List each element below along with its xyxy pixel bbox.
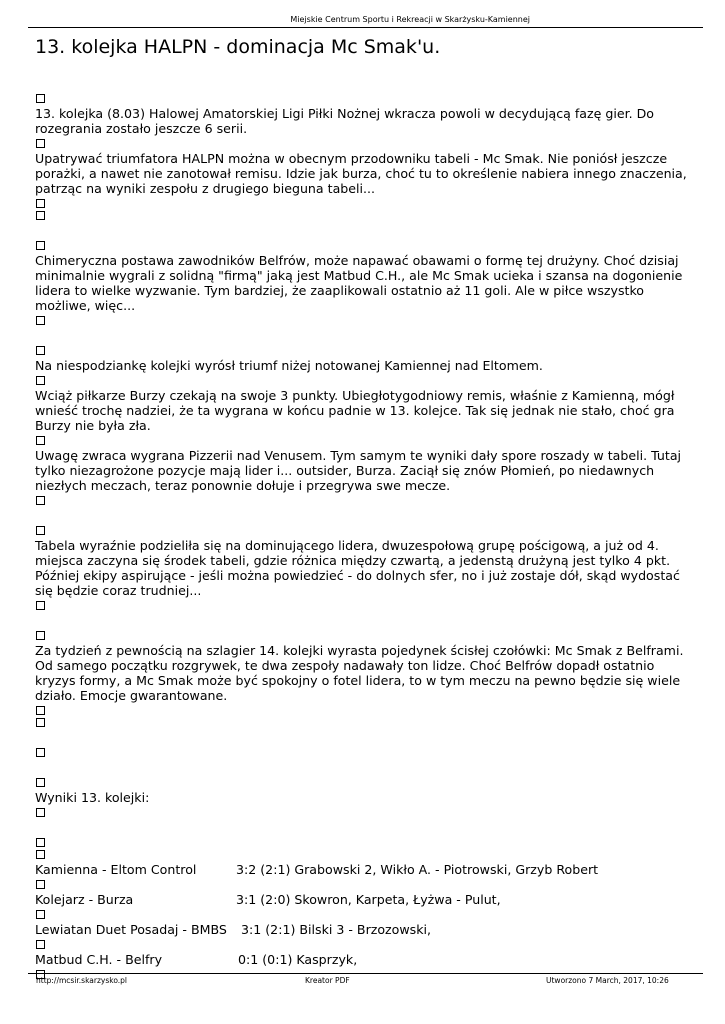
- paragraph-3: Chimeryczna postawa zawodników Belfrów, może napawać obawami o formę tej drużyny. Choć dzisiaj minimalnie wygrali z solidną "firmą" jaką jest Matbud C.H., ale Mc Smak ucieka i szansa na dogonienie lidera to wielke wyzwanie. Tym bardziej, że zaaplikowali ostatnio aż 11 goli. Ale w piłce wszystko możliwe, więc...: [35, 253, 683, 313]
- result-score: 3:2 (2:1) Grabowski 2, Wikło A. - Piotrowski, Grzyb Robert: [236, 862, 599, 877]
- footer-generator: Kreator PDF: [305, 976, 350, 985]
- spacer: [35, 760, 695, 775]
- missing-glyph-icon: [36, 199, 45, 208]
- missing-glyph-icon: [36, 211, 45, 220]
- missing-glyph-icon: [36, 94, 45, 103]
- footer-created: Utworzono 7 March, 2017, 10:26: [546, 976, 669, 985]
- spacer: [35, 328, 695, 343]
- spacer: [35, 730, 695, 745]
- spacer: [35, 820, 695, 835]
- article-body: [35, 91, 695, 982]
- result-row: [35, 922, 695, 937]
- result-teams: Kolejarz - Burza: [35, 892, 134, 907]
- missing-glyph-icon: [36, 346, 45, 355]
- paragraph-6: Uwagę zwraca wygrana Pizzerii nad Venusem. Tym samym te wyniki dały spore roszady w tabeli. Tutaj tylko niezagrożone pozycje mają lider i... outsider, Burza. Zaciął się znów Płomień, po niedawnych niezłych meczach, teraz ponownie dołuje i przegrywa swe mecze.: [35, 448, 682, 493]
- result-teams: Kamienna - Eltom Control: [35, 862, 197, 877]
- missing-glyph-icon: [36, 838, 45, 847]
- spacer: [35, 508, 695, 523]
- paragraph-4: Na niespodziankę kolejki wyrósł triumf niżej notowanej Kamiennej nad Eltomem.: [35, 358, 543, 373]
- missing-glyph-icon: [36, 631, 45, 640]
- missing-glyph-icon: [36, 526, 45, 535]
- paragraph-2: Upatrywać triumfatora HALPN można w obecnym przodowniku tabeli - Mc Smak. Nie poniósł jeszcze porażki, a nawet nie zanotował remisu. Idzie jak burza, choć tu to określenie nabiera innego znaczenia, patrząc na wyniki zespołu z drugiego bieguna tabeli...: [35, 151, 687, 196]
- result-score: 3:1 (2:0) Skowron, Karpeta, Łyżwa - Pulut,: [236, 892, 501, 907]
- missing-glyph-icon: [36, 139, 45, 148]
- missing-glyph-icon: [36, 241, 45, 250]
- missing-glyph-icon: [36, 496, 45, 505]
- missing-glyph-icon: [36, 778, 45, 787]
- result-teams: Lewiatan Duet Posadaj - BMBS: [35, 922, 227, 937]
- header-rule: [28, 27, 703, 28]
- footer-url[interactable]: http://mcsir.skarzysko.pl: [36, 976, 128, 985]
- paragraph-8: Za tydzień z pewnością na szlagier 14. kolejki wyrasta pojedynek ścisłej czołówki: Mc Smak z Belframi. Od samego początku rozgrywek, te dwa zespoły nadawały ton lidze. Choć Belfrów dopadł ostatnio kryzys formy, a Mc Smak może być spokojny o fotel lidera, to w tym meczu na pewno będzie się wiele działo. Emocje gwarantowane.: [35, 643, 684, 703]
- result-score: 3:1 (2:1) Bilski 3 - Brzozowski,: [241, 922, 432, 937]
- missing-glyph-icon: [36, 940, 45, 949]
- missing-glyph-icon: [36, 601, 45, 610]
- missing-glyph-icon: [36, 718, 45, 727]
- missing-glyph-icon: [36, 808, 45, 817]
- result-row: [35, 862, 695, 877]
- missing-glyph-icon: [36, 850, 45, 859]
- footer-rule: [28, 973, 703, 974]
- result-row: [35, 952, 695, 967]
- missing-glyph-icon: [36, 316, 45, 325]
- missing-glyph-icon: [36, 376, 45, 385]
- result-score: 0:1 (0:1) Kasprzyk,: [238, 952, 358, 967]
- result-teams: Matbud C.H. - Belfry: [35, 952, 163, 967]
- spacer: [35, 223, 695, 238]
- paragraph-1: 13. kolejka (8.03) Halowej Amatorskiej Ligi Piłki Nożnej wkracza powoli w decydującą fazę gier. Do rozegrania zostało jeszcze 6 serii.: [35, 106, 655, 136]
- paragraph-5: Wciąż piłkarze Burzy czekają na swoje 3 punkty. Ubiegłotygodniowy remis, właśnie z Kamienną, mógł wnieść trochę nadziei, że ta wygrana w końcu padnie w 13. kolejce. Tak się jednak nie stało, choć gra Burzy nie była zła.: [35, 388, 675, 433]
- page-title: 13. kolejka HALPN - dominacja Mc Smak'u.: [35, 36, 441, 58]
- missing-glyph-icon: [36, 706, 45, 715]
- paragraph-7: Tabela wyraźnie podzieliła się na dominującego lidera, dwuzespołową grupę pościgową, a już od 4. miejsca zaczyna się środek tabeli, gdzie różnica między czwartą, a jedenstą drużyną jest tylko 4 pkt. Później ekipy aspirujące - jeśli można powiedzieć - do dolnych sfer, no i już zostaje dół, skąd wydostać się będzie coraz trudniej...: [35, 538, 680, 598]
- missing-glyph-icon: [36, 880, 45, 889]
- results-heading: Wyniki 13. kolejki:: [35, 790, 150, 805]
- header-org: Miejskie Centrum Sportu i Rekreacji w Skarżysku-Kamiennej: [290, 15, 530, 24]
- result-row: [35, 892, 695, 907]
- spacer: [35, 613, 695, 628]
- missing-glyph-icon: [36, 436, 45, 445]
- missing-glyph-icon: [36, 910, 45, 919]
- missing-glyph-icon: [36, 748, 45, 757]
